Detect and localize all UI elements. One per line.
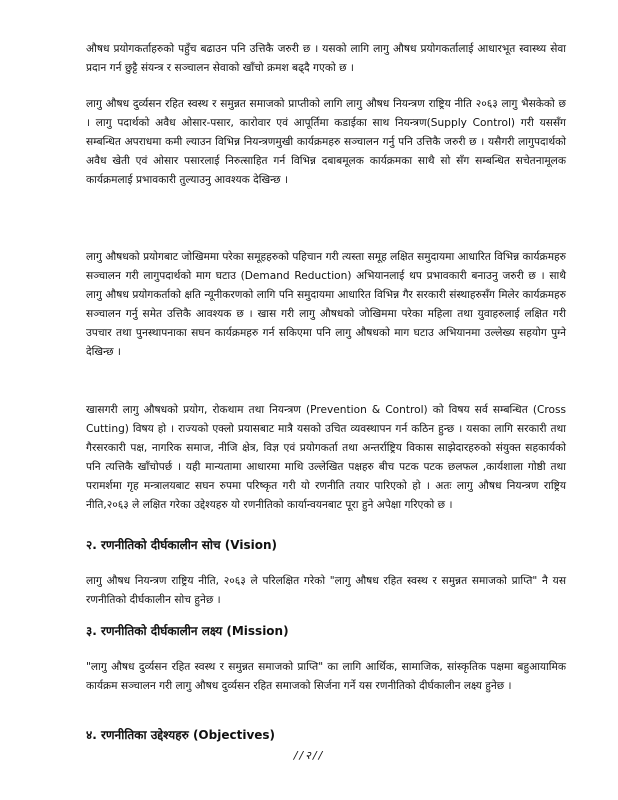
paragraph-access: औषध प्रयोगकर्ताहरुको पहुँच बढाउन पनि उत्तिकै जरुरी छ । यसको लागि लागु औषध प्रयोगकर्तालाई आधारभूत स्वास्थ्य सेवा प्रदान गर्न छुट्टै संयन्त्र र सञ्चालन सेवाको खाँचो क्रमश बढ्दै गएको छ । (86, 43, 566, 74)
section-heading-vision: २. रणनीतिको दीर्घकालीन सोच (Vision) (86, 538, 277, 552)
section-heading-mission: ३. रणनीतिको दीर्घकालीन लक्ष्य (Mission) (86, 624, 289, 638)
section-heading-objectives: ४. रणनीतिका उद्देश्यहरु (Objectives) (86, 728, 276, 742)
page-number: //२// (293, 749, 325, 762)
section-body-mission: "लागु औषध दुर्व्यसन रहित स्वस्थ र समुन्नत समाजको प्राप्ति" का लागि आर्थिक, सामाजिक, सांस्कृतिक पक्षमा बहुआयामिक कार्यक्रम सञ्चालन गरी लागु औषध दुर्व्यसन रहित समाजको सिर्जना गर्ने यस रणनीतिको दीर्घकालीन लक्ष्य हुनेछ । (86, 661, 566, 692)
paragraph-demand-reduction: लागु औषधको प्रयोगबाट जोखिममा परेका समूहहरुको पहिचान गरी त्यस्ता समूह लक्षित समुदायमा आधारित विभिन्न कार्यक्रमहरु सञ्चालन गरी लागुपदार्थको माग घटाउ (Demand Reduction) अभियानलाई थप प्रभावकारी बनाउनु जरुरी छ । साथै लागु औषध प्रयोगकर्ताको क्षति न्यूनीकरणको लागि पनि समुदायमा आधारित विभिन्न गैर सरकारी संस्थाहरुसँग मिलेर कार्यक्रमहरु सञ्चालन गर्नु समेत उत्तिकै आवश्यक छ । खास गरी लागु औषधको जोखिममा परेका महिला तथा युवाहरुलाई लक्षित गरी उपचार तथा पुनस्थापनाका सघन कार्यक्रमहरु गर्न सकिएमा पनि लागु औषधको माग घटाउ अभियानमा उल्लेख्य सहयोग पुग्ने देखिन्छ । (86, 251, 566, 358)
section-body-vision: लागु औषध नियन्त्रण राष्ट्रिय नीति, २०६३ ले परिलक्षित गरेको "लागु औषध रहित स्वस्थ र समुन्नत समाजको प्राप्ति" नै यस रणनीतिको दीर्घकालीन सोच हुनेछ । (86, 575, 566, 606)
paragraph-prevention-control: खासगरी लागु औषधको प्रयोग, रोकथाम तथा नियन्त्रण (Prevention & Control) को विषय सर्व सम्बन्धित (Cross Cutting) विषय हो । राज्यको एक्लो प्रयासबाट मात्रै यसको उचित व्यवस्थापन गर्न कठिन हुन्छ । यसका लागि सरकारी तथा गैरसरकारी पक्ष, नागरिक समाज, नीजि क्षेत्र, विज्ञ एवं प्रयोगकर्ता तथा अन्तर्राष्ट्रिय विकास साझेदारहरुको संयुक्त सहकार्यको पनि त्यत्तिकै खाँचोपर्छ । यही मान्यतामा आधारमा माथि उल्लेखित पक्षहरु बीच पटक पटक छलफल ,कार्यशाला गोष्ठी तथा परामर्शमा गृह मन्त्रालयबाट सघन रुपमा परिष्कृत गरी यो रणनीति तयार पारिएको हो । अतः लागु औषध नियन्त्रण राष्ट्रिय नीति,२०६३ ले लक्षित गरेका उद्देश्यहरु यो रणनीतिको कार्यान्वयनबाट पूरा हुने अपेक्षा गरिएको छ । (86, 404, 566, 511)
paragraph-supply-control: लागु औषध दुर्व्यसन रहित स्वस्थ र समुन्नत समाजको प्राप्तीको लागि लागु औषध नियन्त्रण राष्ट्रिय नीति २०६३ लागु भैसकेको छ । लागु पदार्थको अवैध ओसार-पसार, कारोवार एवं आपूर्तिमा कडाईका साथ नियन्त्रण(Supply Control) गरी यससँग सम्बन्धित अपराधमा कमी ल्याउन विभिन्न नियन्त्रणमुखी कार्यक्रमहरु सञ्चालन गर्नु पनि उत्तिकै जरुरी छ । यसैगरी लागुपदार्थको अवैध खेती एवं ओसार पसारलाई निरुत्साहित गर्न विभिन्न दबाबमूलक कार्यक्रमका साथै सो सँग सम्बन्धित सचेतनामूलक कार्यक्रमलाई प्रभावकारी तुल्याउनु आवश्यक देखिन्छ । (86, 98, 566, 186)
